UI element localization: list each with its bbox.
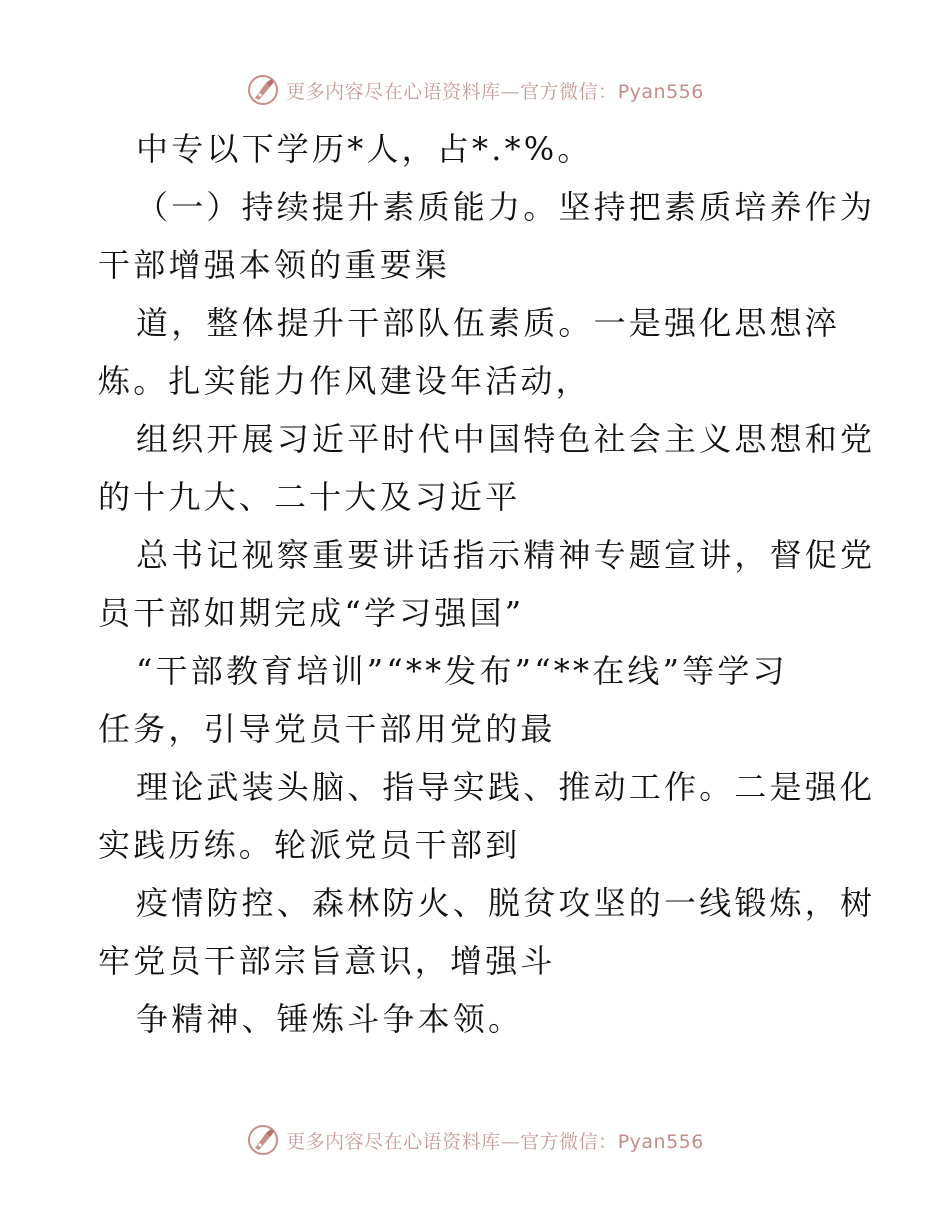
paragraph: [0, 758, 950, 874]
text-line: 干部增强本领的重要渠: [98, 246, 451, 284]
footer-watermark: [0, 1120, 950, 1160]
text-line: 牢党员干部宗旨意识，增强斗: [98, 942, 556, 980]
paragraph: [0, 990, 950, 1048]
text-line: “干部教育培训”“**发布”“**在线”等学习: [136, 652, 788, 690]
document-body: [0, 120, 950, 1048]
text-line: 道，整体提升干部队伍素质。一是强化思想淬: [136, 304, 841, 342]
text-line: 疫情防控、森林防火、脱贫攻坚的一线锻炼，树: [136, 884, 876, 922]
text-line: 争精神、锤炼斗争本领。: [136, 1000, 524, 1038]
header-watermark: [0, 70, 950, 110]
text-line: 任务，引导党员干部用党的最: [98, 710, 556, 748]
text-line: 员干部如期完成“学习强国”: [98, 594, 525, 632]
text-line: 总书记视察重要讲话指示精神专题宣讲，督促党: [136, 536, 876, 574]
watermark-text: 更多内容尽在心语资料库—官方微信：Pyan556: [286, 80, 704, 103]
paragraph: [0, 294, 950, 410]
text-line: 实践历练。轮派党员干部到: [98, 826, 521, 864]
text-line: 炼。扎实能力作风建设年活动，: [98, 362, 591, 400]
pen-nib-logo-icon: [246, 73, 280, 107]
text-line: （一）持续提升素质能力。坚持把素质培养作为: [136, 188, 876, 226]
paragraph: [0, 120, 950, 178]
paragraph: [0, 642, 950, 758]
pen-nib-logo-icon: [246, 1123, 280, 1157]
text-line: 中专以下学历*人，占*.*%。: [136, 130, 593, 168]
paragraph: [0, 410, 950, 526]
paragraph: [0, 874, 950, 990]
watermark-text: 更多内容尽在心语资料库—官方微信：Pyan556: [286, 1130, 704, 1153]
paragraph: [0, 526, 950, 642]
text-line: 组织开展习近平时代中国特色社会主义思想和党: [136, 420, 876, 458]
text-line: 理论武装头脑、指导实践、推动工作。二是强化: [136, 768, 876, 806]
paragraph: [0, 178, 950, 294]
text-line: 的十九大、二十大及习近平: [98, 478, 521, 516]
